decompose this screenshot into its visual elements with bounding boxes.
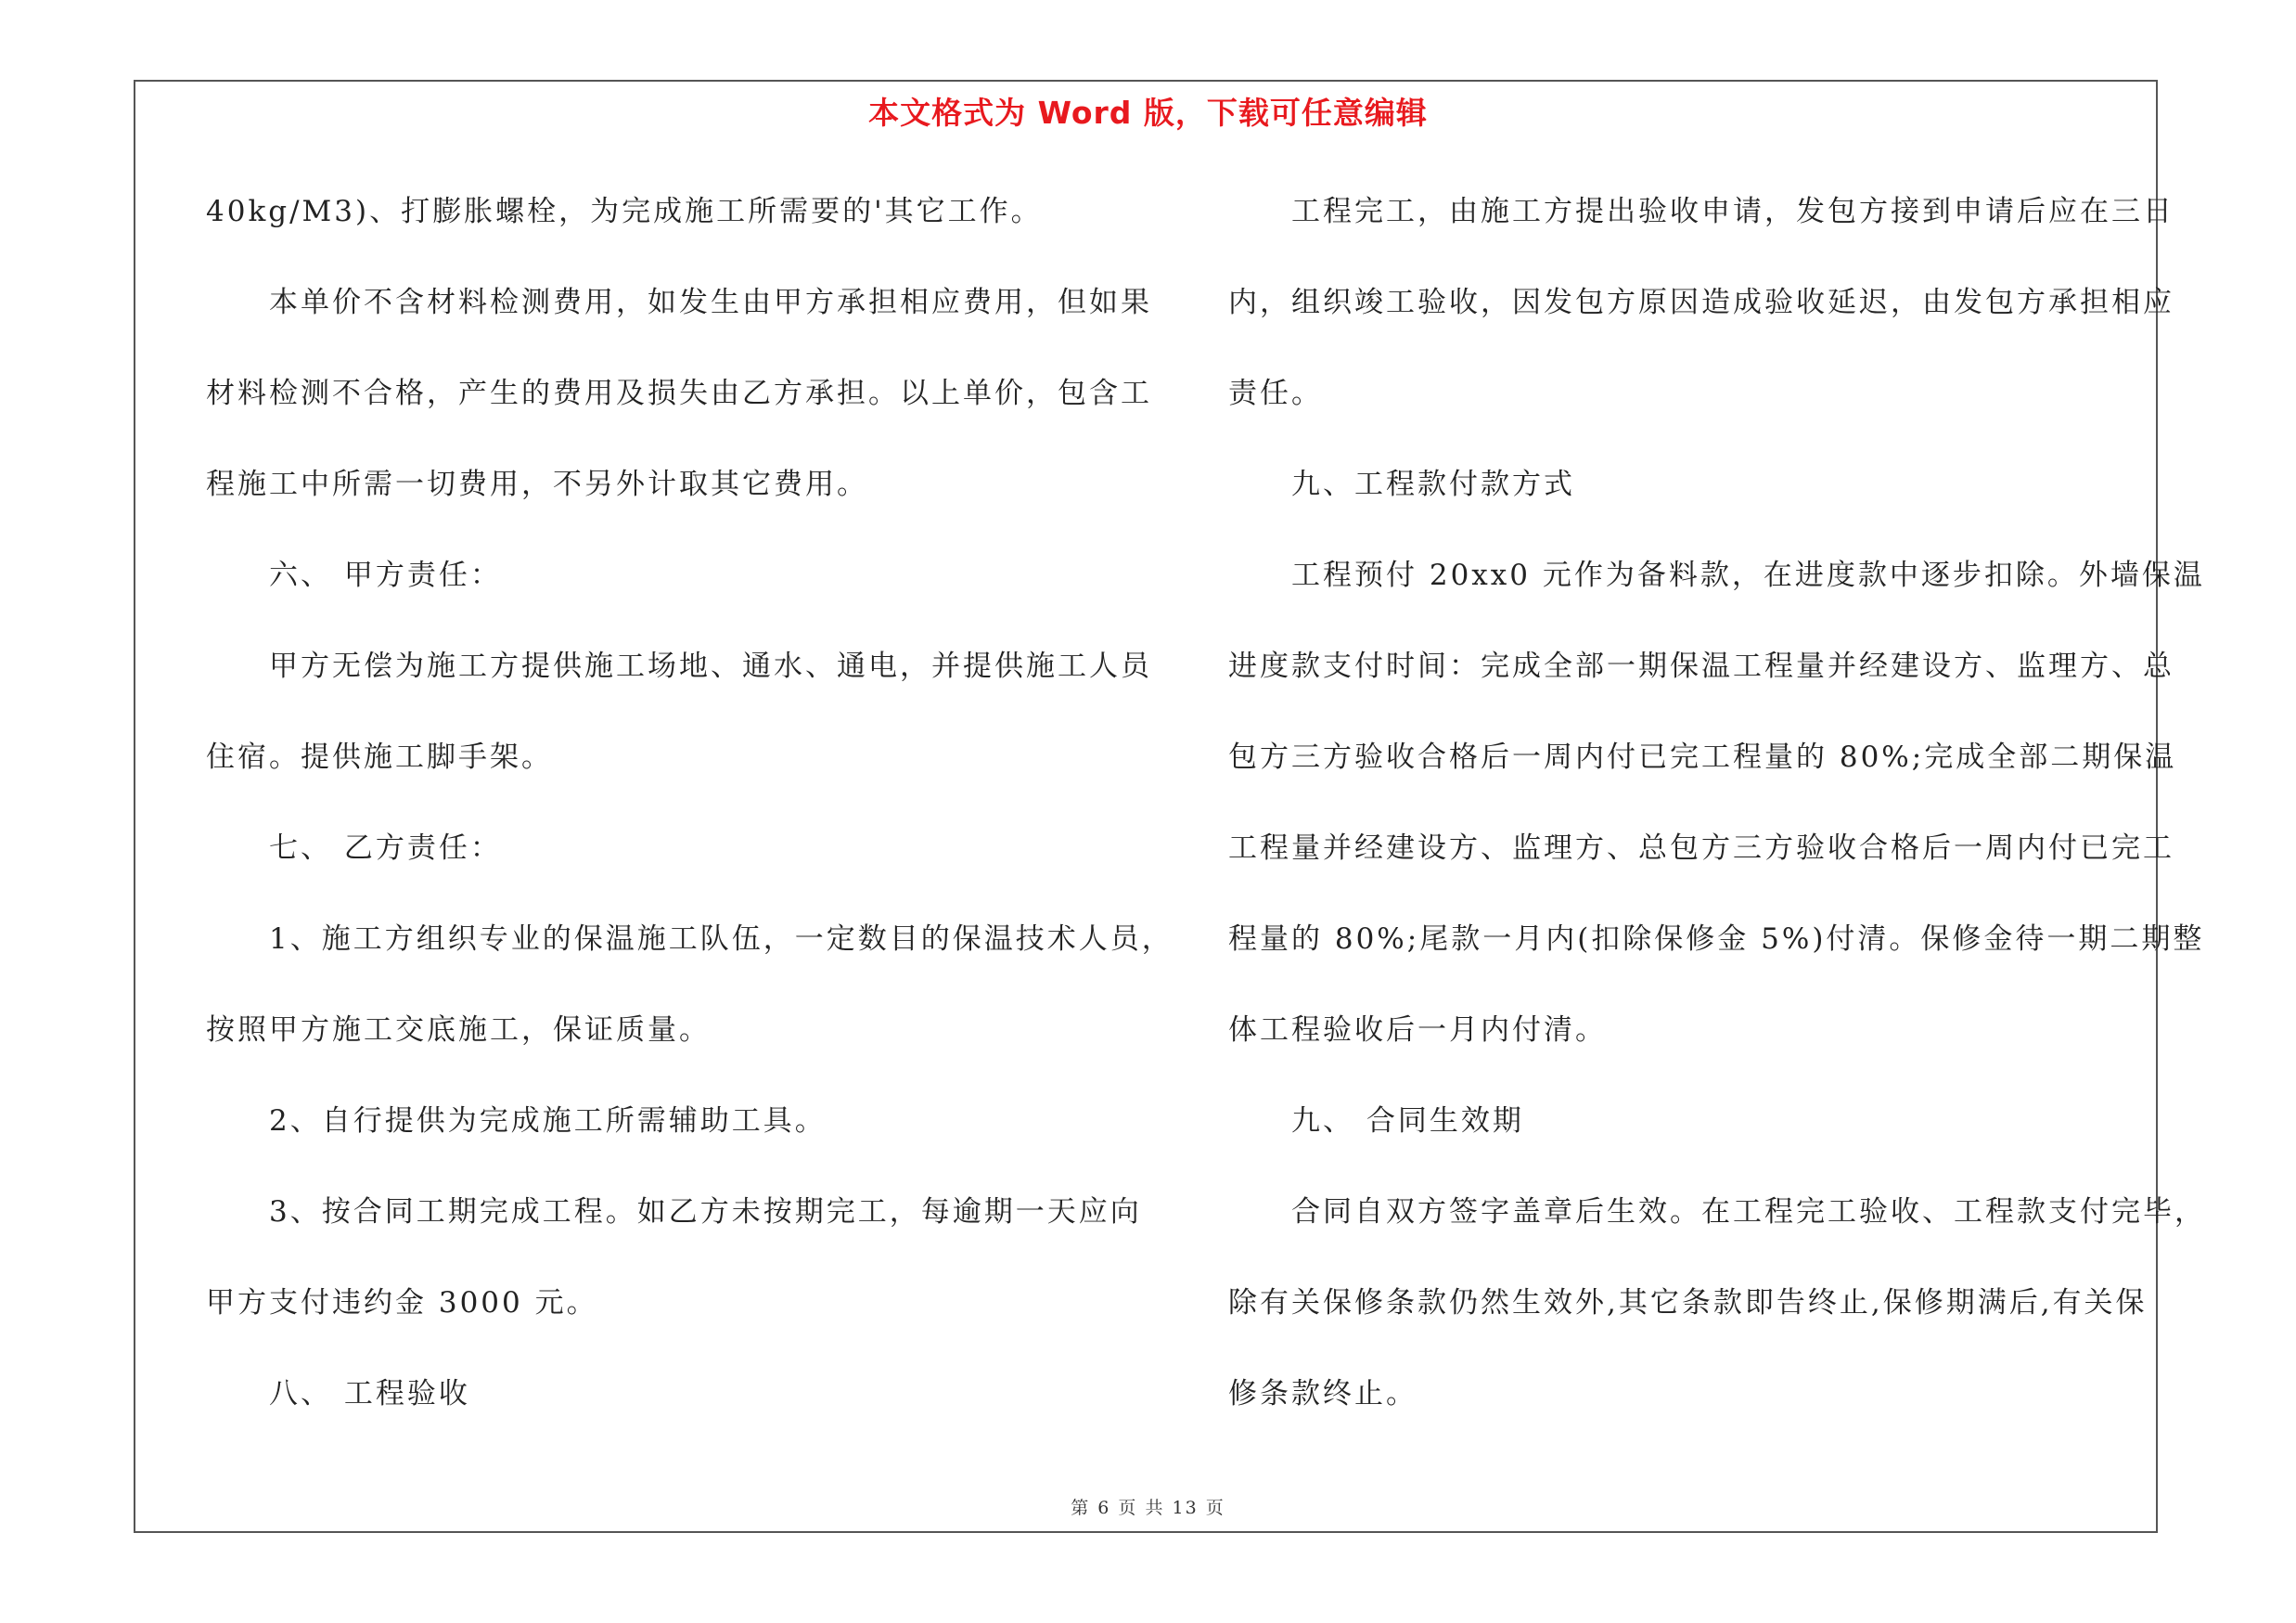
left-paragraph-line: 本单价不含材料检测费用，如发生由甲方承担相应费用，但如果 [269, 286, 1152, 319]
page-number-footer: 第 6 页 共 13 页 [1071, 1498, 1225, 1518]
right-paragraph-line: 九、 合同生效期 [1291, 1104, 1524, 1138]
right-paragraph-line: 九、工程款付款方式 [1291, 468, 1575, 501]
left-text-column [206, 186, 1174, 1459]
right-paragraph-line: 进度款支付时间：完成全部一期保温工程量并经建设方、监理方、总 [1228, 650, 2174, 683]
right-paragraph-line: 内，组织竣工验收，因发包方原因造成验收延迟，由发包方承担相应 [1228, 286, 2174, 319]
word-format-banner: 本文格式为 Word 版，下载可任意编辑 [868, 95, 1428, 131]
left-paragraph-line: 3、按合同工期完成工程。如乙方未按期完工，每逾期一天应向 [269, 1195, 1142, 1229]
right-paragraph-line: 责任。 [1228, 377, 1323, 410]
left-paragraph-line: 住宿。提供施工脚手架。 [206, 741, 553, 774]
left-paragraph-line: 甲方支付违约金 3000 元。 [206, 1286, 598, 1320]
left-paragraph-line: 七、 乙方责任： [269, 831, 502, 865]
left-paragraph-line: 1、施工方组织专业的保温施工队伍，一定数目的保温技术人员， [269, 922, 1174, 956]
left-paragraph-line: 八、 工程验收 [269, 1377, 470, 1410]
left-paragraph-line: 程施工中所需一切费用，不另外计取其它费用。 [206, 468, 868, 501]
right-paragraph-line: 除有关保修条款仍然生效外,其它条款即告终止,保修期满后,有关保 [1228, 1286, 2148, 1320]
right-paragraph-line: 合同自双方签字盖章后生效。在工程完工验收、工程款支付完毕， [1291, 1195, 2206, 1229]
right-paragraph-line: 工程量并经建设方、监理方、总包方三方验收合格后一周内付已完工 [1228, 831, 2174, 865]
left-paragraph-line: 40kg/M3)、打膨胀螺栓，为完成施工所需要的'其它工作。 [206, 195, 1043, 228]
right-paragraph-line: 工程完工，由施工方提出验收申请，发包方接到申请后应在三日 [1291, 195, 2174, 228]
right-paragraph-line: 修条款终止。 [1228, 1377, 1417, 1410]
right-text-column [1228, 186, 2206, 1459]
left-paragraph-line: 甲方无偿为施工方提供施工场地、通水、通电，并提供施工人员 [269, 650, 1152, 683]
left-paragraph-line: 六、 甲方责任： [269, 559, 502, 592]
right-paragraph-line: 工程预付 20xx0 元作为备料款，在进度款中逐步扣除。外墙保温 [1291, 559, 2205, 592]
left-paragraph-line: 按照甲方施工交底施工，保证质量。 [206, 1013, 711, 1047]
right-paragraph-line: 体工程验收后一月内付清。 [1228, 1013, 1607, 1047]
left-paragraph-line: 材料检测不合格，产生的费用及损失由乙方承担。以上单价，包含工 [206, 377, 1152, 410]
right-paragraph-line: 程量的 80%;尾款一月内(扣除保修金 5%)付清。保修金待一期二期整 [1228, 922, 2205, 956]
left-paragraph-line: 2、自行提供为完成施工所需辅助工具。 [269, 1104, 827, 1138]
right-paragraph-line: 包方三方验收合格后一周内付已完工程量的 80%;完成全部二期保温 [1228, 741, 2177, 774]
